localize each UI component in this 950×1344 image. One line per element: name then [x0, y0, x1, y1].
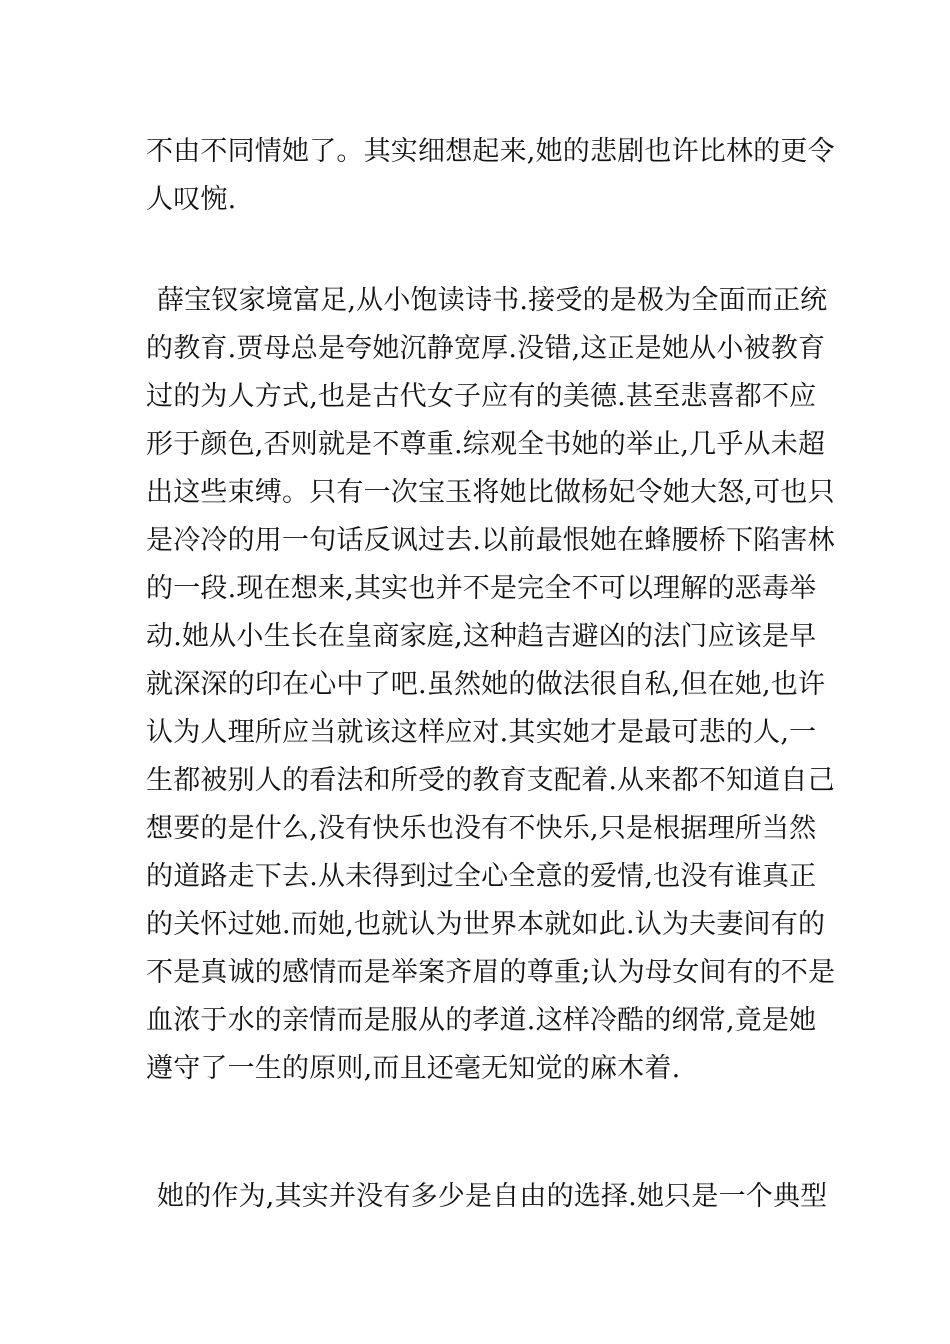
text-line: 她的作为,其实并没有多少是自由的选择.她只是一个典型: [157, 1181, 828, 1212]
text-line: 生都被别人的看法和所受的教育支配着.从来都不知道自己: [146, 765, 835, 796]
text-line: 的道路走下去.从未得到过全心全意的爱情,也没有谁真正: [146, 861, 817, 892]
text-line: [146, 1097, 826, 1137]
text-line: 的教育.贾母总是夸她沉静宽厚.没错,这正是她从小被教育: [146, 333, 826, 364]
text-line: 就深深的印在心中了吧.虽然她的做法很自私,但在她,也许: [146, 669, 826, 700]
text-line: 过的为人方式,也是古代女子应有的美德.甚至悲喜都不应: [146, 381, 817, 412]
text-line: 认为人理所应当就该这样应对.其实她才是最可悲的人,一: [146, 717, 817, 748]
text-line: 的关怀过她.而她,也就认为世界本就如此.认为夫妻间有的: [146, 909, 826, 940]
text-line: 人叹惋.: [146, 184, 237, 215]
text-line: 血浓于水的亲情而是服从的孝道.这样冷酷的纲常,竟是她: [146, 1005, 817, 1036]
text-line: 不由不同情她了。其实细想起来,她的悲剧也许比林的更令: [146, 136, 835, 167]
text-line: 出这些束缚。只有一次宝玉将她比做杨妃令她大怒,可也只: [146, 477, 835, 508]
text-line: 形于颜色,否则就是不尊重.综观全书她的举止,几乎从未超: [146, 429, 826, 460]
text-line: 动.她从小生长在皇商家庭,这种趋吉避凶的法门应该是早: [146, 621, 817, 652]
text-line: 想要的是什么,没有快乐也没有不快乐,只是根据理所当然: [146, 813, 817, 844]
text-line: 是冷冷的用一句话反讽过去.以前最恨她在蜂腰桥下陷害林: [146, 525, 835, 556]
text-line: 薛宝钗家境富足,从小饱读诗书.接受的是极为全面而正统: [157, 285, 828, 316]
text-line: 不是真诚的感情而是举案齐眉的尊重;认为母女间有的不是: [146, 957, 836, 988]
text-line: 的一段.现在想来,其实也并不是完全不可以理解的恶毒举: [146, 573, 817, 604]
text-line: 遵守了一生的原则,而且还毫无知觉的麻木着.: [146, 1053, 681, 1084]
